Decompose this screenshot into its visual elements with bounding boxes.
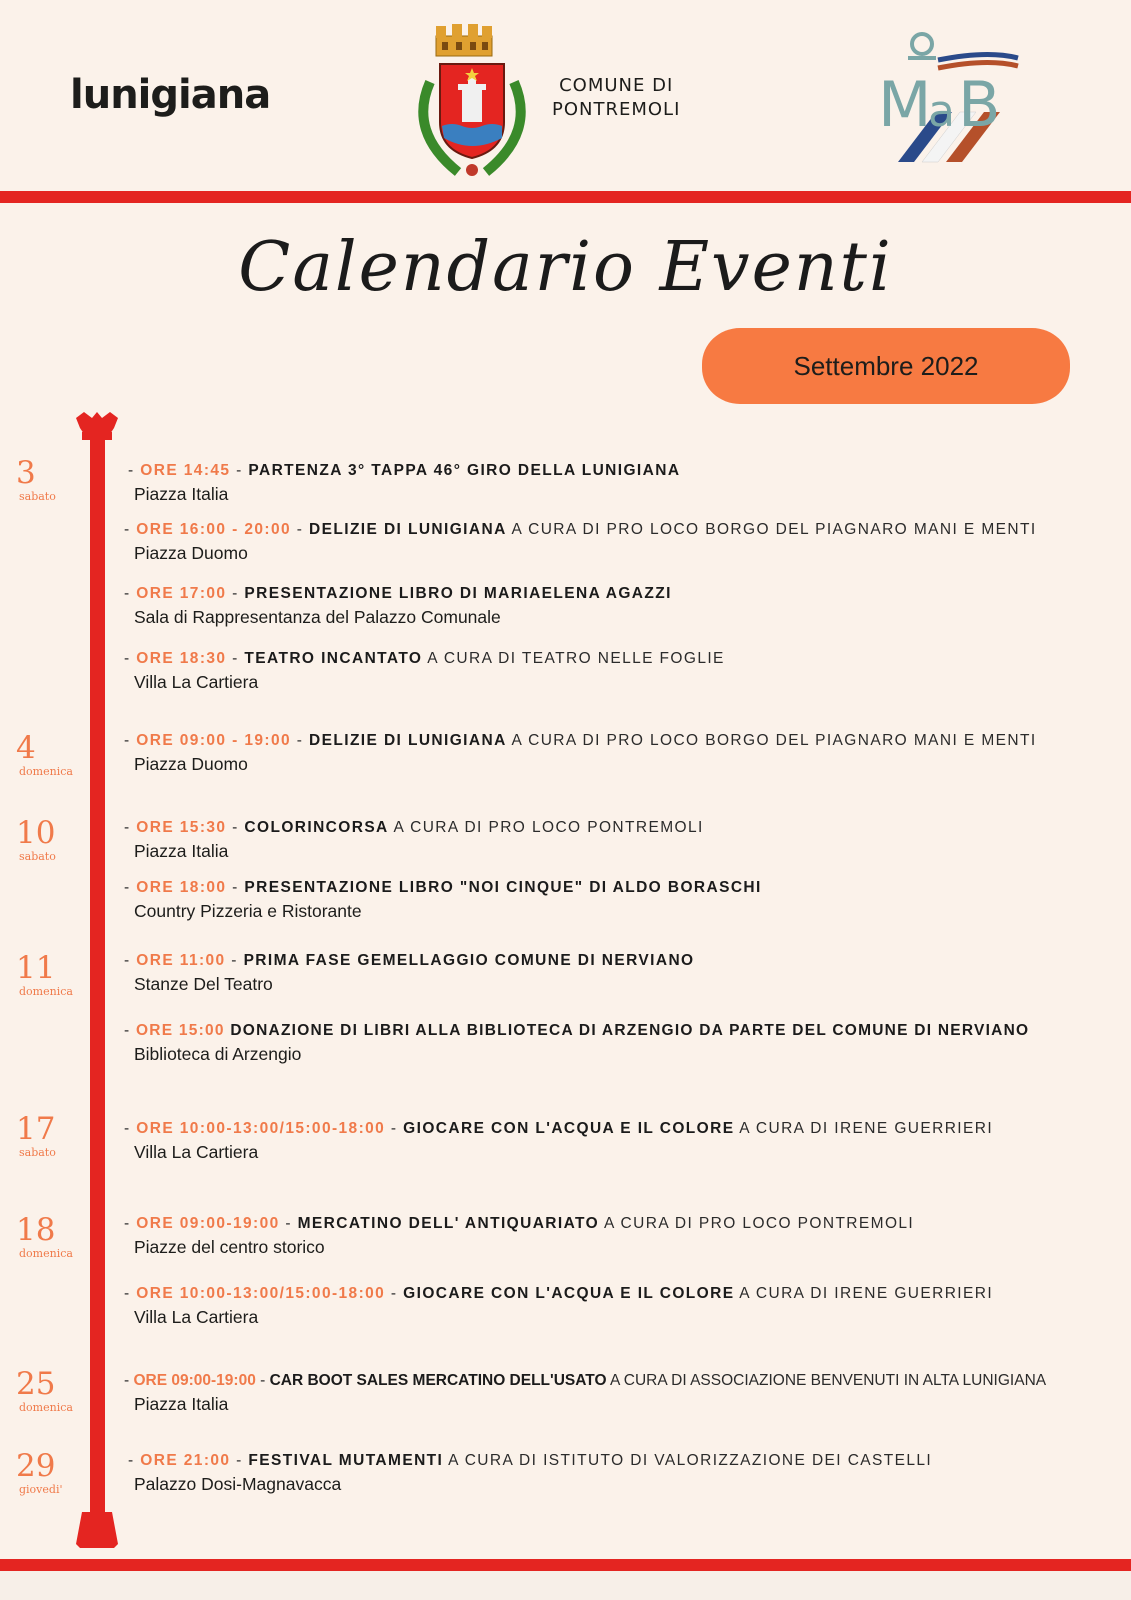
day-number: 29 <box>16 1448 56 1484</box>
top-red-band <box>0 191 1131 203</box>
event-title: PRESENTAZIONE LIBRO "NOI CINQUE" DI ALDO BORASCHI <box>244 879 762 896</box>
event-time: ORE 11:00 <box>136 952 226 969</box>
day-weekday: giovedi' <box>19 1483 63 1496</box>
header <box>0 0 1131 192</box>
event-title: GIOCARE CON L'ACQUA E IL COLORE <box>403 1285 735 1302</box>
day-label <box>16 456 96 504</box>
event-item: - ORE 09:00-19:00 - MERCATINO DELL' ANTIQUARIATO A CURA DI PRO LOCO PONTREMOLI Piazze del centro storico <box>124 1213 1119 1259</box>
event-place: Stanze Del Teatro <box>134 974 273 994</box>
event-time: ORE 16:00 - 20:00 <box>136 521 292 538</box>
day-number: 10 <box>16 815 56 851</box>
event-place: Piazza Duomo <box>134 754 248 774</box>
svg-text:M: M <box>878 68 932 141</box>
event-item: - ORE 10:00-13:00/15:00-18:00 - GIOCARE CON L'ACQUA E IL COLORE A CURA DI IRENE GUERRIERI Villa La Cartiera <box>124 1283 1119 1329</box>
event-place: Piazze del centro storico <box>134 1237 325 1257</box>
day-weekday: sabato <box>19 850 56 863</box>
day-label <box>16 1449 96 1497</box>
comune-line2: PONTREMOLI <box>552 99 681 120</box>
event-item: - ORE 09:00-19:00 - CAR BOOT SALES MERCATINO DELL'USATO A CURA DI ASSOCIAZIONE BENVENUTI IN ALTA LUNIGIANA Piazza Italia <box>124 1370 1119 1416</box>
event-item: - ORE 15:00 DONAZIONE DI LIBRI ALLA BIBLIOTECA DI ARZENGIO DA PARTE DEL COMUNE DI NERVIANO Biblioteca di Arzengio <box>124 1020 1119 1066</box>
event-item: - ORE 18:00 - PRESENTAZIONE LIBRO "NOI CINQUE" DI ALDO BORASCHI Country Pizzeria e Ristorante <box>124 877 1119 923</box>
event-organizer: A CURA DI PRO LOCO PONTREMOLI <box>599 1215 915 1232</box>
event-organizer: A CURA DI IRENE GUERRIERI <box>734 1285 994 1302</box>
svg-text:a: a <box>928 86 955 137</box>
day-label <box>16 951 96 999</box>
event-title: GIOCARE CON L'ACQUA E IL COLORE <box>403 1120 735 1137</box>
event-organizer: A CURA DI PRO LOCO BORGO DEL PIAGNARO MANI E MENTI <box>506 732 1037 749</box>
event-place: Country Pizzeria e Ristorante <box>134 901 362 921</box>
event-place: Piazza Italia <box>134 1394 229 1414</box>
event-time: ORE 15:30 <box>136 819 227 836</box>
event-organizer: A CURA DI PRO LOCO BORGO DEL PIAGNARO MANI E MENTI <box>506 521 1037 538</box>
day-weekday: sabato <box>19 490 56 503</box>
event-time: ORE 14:45 <box>140 462 231 479</box>
event-organizer: A CURA DI IRENE GUERRIERI <box>734 1120 994 1137</box>
event-item: - ORE 18:30 - TEATRO INCANTATO A CURA DI TEATRO NELLE FOGLIE Villa La Cartiera <box>124 648 1119 694</box>
event-title: FESTIVAL MUTAMENTI <box>248 1452 444 1469</box>
month-badge: Settembre 2022 <box>702 328 1070 404</box>
day-number: 18 <box>16 1212 56 1248</box>
event-place: Piazza Duomo <box>134 543 248 563</box>
event-time: ORE 10:00-13:00/15:00-18:00 <box>136 1120 386 1137</box>
event-title: COLORINCORSA <box>244 819 389 836</box>
day-number: 3 <box>16 455 36 491</box>
day-weekday: domenica <box>19 765 73 778</box>
event-title: PRIMA FASE GEMELLAGGIO COMUNE DI NERVIANO <box>243 952 695 969</box>
event-item: - ORE 14:45 - PARTENZA 3° TAPPA 46° GIRO DELLA LUNIGIANA Piazza Italia <box>128 460 1123 506</box>
event-title: DELIZIE DI LUNIGIANA <box>309 521 507 538</box>
event-place: Villa La Cartiera <box>134 1142 259 1162</box>
event-item: - ORE 11:00 - PRIMA FASE GEMELLAGGIO COMUNE DI NERVIANO Stanze Del Teatro <box>124 950 1119 996</box>
day-number: 25 <box>16 1366 56 1402</box>
event-item: - ORE 09:00 - 19:00 - DELIZIE DI LUNIGIANA A CURA DI PRO LOCO BORGO DEL PIAGNARO MANI E MENTI Piazza Duomo <box>124 730 1119 776</box>
event-organizer: A CURA DI TEATRO NELLE FOGLIE <box>422 650 725 667</box>
event-item: - ORE 16:00 - 20:00 - DELIZIE DI LUNIGIANA A CURA DI PRO LOCO BORGO DEL PIAGNARO MANI E MENTI Piazza Duomo <box>124 519 1119 565</box>
event-item: - ORE 10:00-13:00/15:00-18:00 - GIOCARE CON L'ACQUA E IL COLORE A CURA DI IRENE GUERRIERI Villa La Cartiera <box>124 1118 1119 1164</box>
event-title: DELIZIE DI LUNIGIANA <box>309 732 507 749</box>
event-time: ORE 21:00 <box>140 1452 231 1469</box>
svg-text:B: B <box>958 68 1001 141</box>
event-title: PARTENZA 3° TAPPA 46° GIRO DELLA LUNIGIANA <box>248 462 681 479</box>
event-time: ORE 17:00 <box>136 585 227 602</box>
event-organizer: A CURA DI ISTITUTO DI VALORIZZAZIONE DEI CASTELLI <box>443 1452 933 1469</box>
day-number: 11 <box>16 950 56 986</box>
event-time: ORE 09:00-19:00 <box>136 1215 280 1232</box>
event-title: CAR BOOT SALES MERCATINO DELL'USATO <box>269 1372 607 1389</box>
day-label <box>16 816 96 864</box>
page-title: Calendario Eventi <box>238 228 893 307</box>
event-place: Villa La Cartiera <box>134 1307 259 1327</box>
event-item: - ORE 21:00 - FESTIVAL MUTAMENTI A CURA DI ISTITUTO DI VALORIZZAZIONE DEI CASTELLI Palazzo Dosi-Magnavacca <box>128 1450 1123 1496</box>
day-label <box>16 731 96 779</box>
pontremoli-crest-icon <box>408 22 536 182</box>
day-weekday: domenica <box>19 1401 73 1414</box>
event-organizer: A CURA DI ASSOCIAZIONE BENVENUTI IN ALTA LUNIGIANA <box>606 1372 1047 1389</box>
event-organizer: A CURA DI PRO LOCO PONTREMOLI <box>388 819 704 836</box>
comune-line1: COMUNE DI <box>559 75 674 96</box>
event-item: - ORE 15:30 - COLORINCORSA A CURA DI PRO LOCO PONTREMOLI Piazza Italia <box>124 817 1119 863</box>
day-number: 17 <box>16 1111 56 1147</box>
day-label <box>16 1367 96 1415</box>
event-place: Piazza Italia <box>134 484 229 504</box>
event-place: Sala di Rappresentanza del Palazzo Comunale <box>134 607 501 627</box>
bottom-red-band <box>0 1559 1131 1571</box>
event-title: DONAZIONE DI LIBRI ALLA BIBLIOTECA DI ARZENGIO DA PARTE DEL COMUNE DI NERVIANO <box>230 1022 1030 1039</box>
event-title: PRESENTAZIONE LIBRO DI MARIAELENA AGAZZI <box>244 585 672 602</box>
day-number: 4 <box>16 730 36 766</box>
event-title: TEATRO INCANTATO <box>244 650 423 667</box>
comune-name <box>552 74 680 122</box>
event-item: - ORE 17:00 - PRESENTAZIONE LIBRO DI MARIAELENA AGAZZI Sala di Rappresentanza del Palazzo Comunale <box>124 583 1119 629</box>
event-time: ORE 15:00 <box>135 1022 225 1039</box>
day-label <box>16 1112 96 1160</box>
event-place: Piazza Italia <box>134 841 229 861</box>
day-label <box>16 1213 96 1261</box>
event-time: ORE 09:00 - 19:00 <box>136 732 292 749</box>
footer-strip <box>0 1571 1131 1600</box>
event-place: Biblioteca di Arzengio <box>134 1044 302 1064</box>
day-weekday: sabato <box>19 1146 56 1159</box>
event-time: ORE 09:00-19:00 <box>133 1372 256 1389</box>
day-weekday: domenica <box>19 1247 73 1260</box>
event-place: Palazzo Dosi-Magnavacca <box>134 1474 342 1494</box>
mab-logo-icon <box>878 28 1028 170</box>
event-time: ORE 18:00 <box>136 879 227 896</box>
lunigiana-logo: lunigiana <box>70 72 271 118</box>
event-title: MERCATINO DELL' ANTIQUARIATO <box>297 1215 600 1232</box>
event-time: ORE 18:30 <box>136 650 227 667</box>
event-time: ORE 10:00-13:00/15:00-18:00 <box>136 1285 386 1302</box>
event-place: Villa La Cartiera <box>134 672 259 692</box>
day-weekday: domenica <box>19 985 73 998</box>
